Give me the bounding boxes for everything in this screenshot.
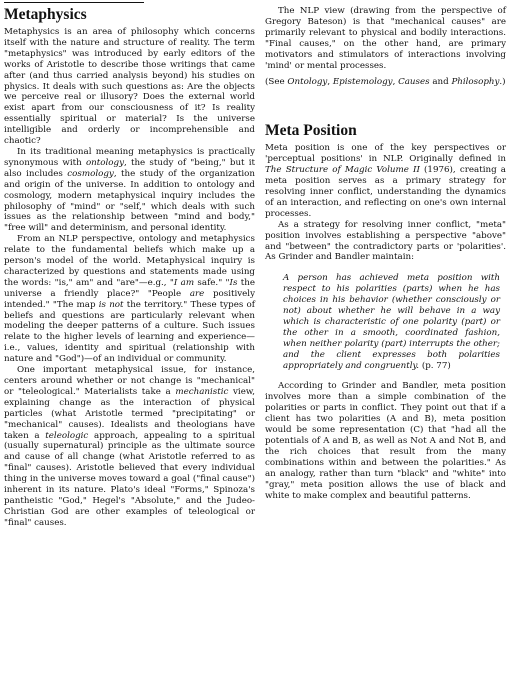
see-also-ontology: Ontology <box>287 77 328 88</box>
nlp-view-paragraph: The NLP view (drawing from the perspective of Gregory Bateson) is that "mechanical causes" are primarily relevant to physical and bodily interactions. "Final causes," on the other hand, are primary motivators and stimulators of interactions involving 'mind' or mental processes. <box>265 6 506 71</box>
see-also-philosophy: Philosophy <box>451 77 500 88</box>
metaphysics-paragraph-1: Metaphysics is an area of philosophy which concerns itself with the nature and structure of reality. The term "metaphysics" was introduced by early editors of the works of Aristotle to describe those writings that came after (and thus carried analysis beyond) his studies on physics. It deals with such questions as: Are the objects we perceive real or illusory? Does the external world exist apart from our consciousness of it? Is reality essentially spiritual or material? Is the universe intelligible and orderly or incomprehensible and chaotic? <box>4 27 255 147</box>
block-quote: A person has achieved meta position with respect to his polarities (parts) when he has choices in his behavior (whether consciously or not) about whether he will behave in a way which is characteristic of one polarity (part) or the other in a smooth, coordinated fashion, when neither polarity (part) interrupts the other; and the client expresses both polarities appropriately and congruently. (p. 77) <box>283 273 500 371</box>
top-rule <box>4 2 144 3</box>
meta-position-paragraph-2: As a strategy for resolving inner conflict, "meta" position involves establishing a perspective "above" and "between" the contradictory parts or 'polarities'. As Grinder and Bandler maintain: <box>265 219 506 263</box>
heading-meta-position: Meta Position <box>265 122 357 140</box>
meta-position-paragraph-3: According to Grinder and Bandler, meta position involves more than a simple combination of the polarities or parts in conflict. They point out that if a client has two polarities (A and B), meta position would be some representation (C) that "had all the potentials of A and B, as well as Not A and Not B, and the rich choices that result from the many combinations within and between the polarities." As an analogy, rather than turn "black" and "white" into "gray," meta position allows the use of black and white to make complex and beautiful patterns. <box>265 381 506 501</box>
meta-position-paragraph-1: Meta position is one of the key perspectives or 'perceptual positions' in NLP. Originally defined in The Structure of Magic Volume II (1976), creating a meta position serves as a primary strategy for resolving inner conflict, understanding the dynamics of an interaction, and reflecting on one's own internal processes. <box>265 143 506 219</box>
metaphysics-paragraph-4: One important metaphysical issue, for instance, centers around whether or not change is "mechanical" or "teleological." Materialists take a mechanistic view, explaining change as the interaction of physical particles (what Aristotle termed "precipitating" or "mechanical" causes). Idealists and theologians have taken a teleologic approach, appealing to a spiritual (usually supernatural) principle as the ultimate source and cause of all change (what Aristotle referred to as "final" causes). Aristotle believed that every individual thing in the universe moves toward a goal ("final cause") inherent in its nature. Plato's ideal "Forms," Spinoza's pantheistic "God," Hegel's "Absolute," and the Judeo-Christian God are other examples of teleological or "final" causes. <box>4 365 255 528</box>
quote-citation: (p. 77) <box>419 360 451 371</box>
see-also-causes: Causes <box>398 77 430 88</box>
section-spacer <box>265 88 506 122</box>
see-also-epistemology: Epistemology <box>332 77 393 88</box>
left-column <box>4 6 255 529</box>
metaphysics-paragraph-2: In its traditional meaning metaphysics is practically synonymous with ontology, the study of "being," but it also includes cosmology, the study of the organization and origin of the universe. In addition to ontology and cosmology, modern metaphysical inquiry includes the philosophy of "mind" or "self," which deals with such issues as the relationship between "mind and body," "free will" and determinism, and personal identity. <box>4 146 256 234</box>
book-title: The Structure of Magic Volume II <box>265 165 420 176</box>
see-also-references: (See Ontology, Epistemology, Causes and Philosophy.) <box>265 77 506 88</box>
metaphysics-paragraph-3: From an NLP perspective, ontology and metaphysics relate to the fundamental beliefs which make up a person's model of the world. Metaphysical inquiry is characterized by questions and statements made using the words: "is," am" and "are"—e.g., "I am safe." "Is the universe a friendly place?" "People are positively intended." "The map is not the territory." These types of beliefs and questions are particularly relevant when modeling the deeper patterns of a culture. Such issues relate to the higher levels of learning and experience—i.e., values, identity and spiritual (relationship with nature and "God")—of an individual or community. <box>4 234 255 365</box>
heading-metaphysics: Metaphysics <box>4 6 87 23</box>
right-column <box>265 6 506 501</box>
